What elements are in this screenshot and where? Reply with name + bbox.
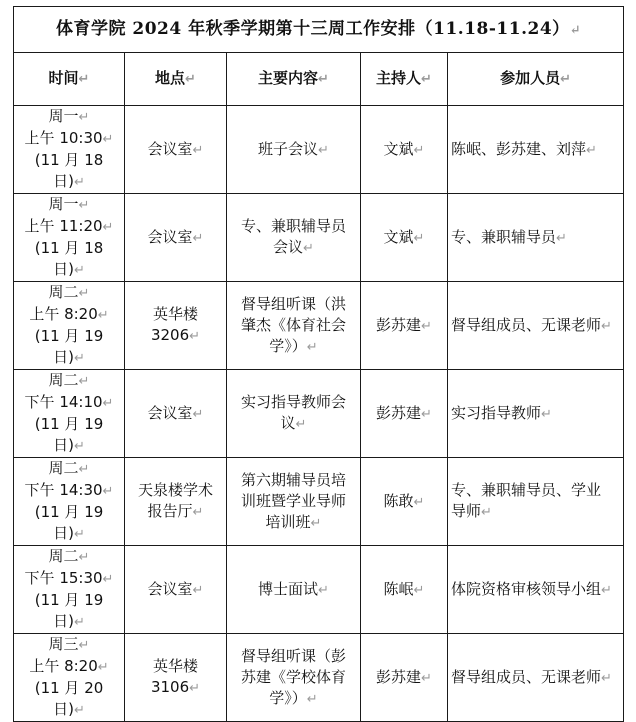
header-time-label: 时间 [48,69,79,87]
time-line-text: 周一 [48,107,79,125]
host-name: 文斌 [383,227,414,246]
time-line-text: (11 月 18 日) [34,151,104,190]
people-line-text: 督导组成员、无课老师 [451,667,602,686]
header-people-label: 参加人员 [500,69,561,87]
content-line-text: 实习指导教师会 [240,393,346,411]
paragraph-mark-icon: ↵ [185,72,196,87]
time-line-text: 下午 14:10 [24,393,103,411]
paragraph-mark-icon: ↵ [306,339,318,355]
place-line-text: 会议室 [147,139,193,158]
time-line [17,392,121,414]
people-line [451,315,620,337]
place-line [128,501,223,523]
cell-content [227,546,361,634]
paragraph-mark-icon: ↵ [541,406,552,422]
time-line-text: 周三 [48,635,79,653]
table-title: 体育学院 2024 年秋季学期第十三周工作安排（11.18-11.24） [55,18,570,39]
people-line [451,227,620,249]
place-line-text: 英华楼 3106 [150,657,198,696]
paragraph-mark-icon: ↵ [295,417,307,432]
time-line [17,150,121,193]
header-host-label: 主持人 [376,69,422,87]
paragraph-mark-icon: ↵ [102,220,114,235]
time-line [17,238,121,281]
time-line [17,546,121,568]
cell-time [14,106,125,194]
content-line-text: 学》） [269,336,307,355]
time-line-text: 上午 8:20 [29,305,98,323]
place-line [128,227,223,249]
cell-people [448,634,624,722]
cell-host [361,194,448,282]
place-line-text: 报告厅 [147,502,193,520]
paragraph-mark-icon: ↵ [601,670,612,686]
content-line-text: 苏建《学校体育 [240,667,346,686]
paragraph-mark-icon: ↵ [306,691,318,707]
host-name: 陈敢 [383,491,414,510]
time-line [17,634,121,656]
paragraph-mark-icon: ↵ [192,505,204,520]
content-line [230,512,357,534]
time-line [17,106,121,128]
people-line-text: 专、兼职辅导员、学业 [451,481,602,499]
paragraph-mark-icon: ↵ [192,230,204,246]
time-line-text: (11 月 20 日) [34,679,104,718]
content-line-text: 督导组听课（彭 [240,646,346,665]
cell-host [361,370,448,458]
header-place [125,53,227,106]
content-line-text: 督导组听课（洪 [240,294,346,313]
content-line [230,139,357,161]
paragraph-mark-icon: ↵ [73,439,85,454]
cell-place [125,458,227,546]
content-line-text: 博士面试 [258,579,319,598]
paragraph-mark-icon: ↵ [192,142,204,158]
time-line [17,128,121,150]
host-name: 陈岷 [383,579,414,598]
paragraph-mark-icon: ↵ [586,142,597,158]
paragraph-mark-icon: ↵ [413,582,425,598]
cell-time [14,634,125,722]
time-line-text: (11 月 19 日) [34,415,104,454]
paragraph-mark-icon: ↵ [78,374,90,389]
place-line [128,579,223,601]
time-line-text: 下午 15:30 [24,569,103,587]
paragraph-mark-icon: ↵ [73,263,85,278]
paragraph-mark-icon: ↵ [413,494,425,510]
cell-people [448,370,624,458]
place-line-text: 会议室 [147,403,193,422]
content-line [230,413,357,435]
time-line [17,568,121,590]
content-line-text: 专、兼职辅导员 [240,217,346,235]
cell-time [14,458,125,546]
time-line [17,678,121,721]
paragraph-mark-icon: ↵ [310,515,322,531]
cell-time [14,546,125,634]
table-row [14,370,624,458]
place-line-text: 英华楼 3206 [150,305,198,344]
paragraph-mark-icon: ↵ [189,681,201,696]
people-line [451,139,620,161]
host-name: 彭苏建 [376,403,422,422]
header-place-label: 地点 [155,69,186,87]
host-name: 文斌 [383,139,414,158]
time-line [17,458,121,480]
time-line-text: 上午 11:20 [24,217,103,235]
paragraph-mark-icon: ↵ [97,660,109,675]
cell-time [14,282,125,370]
cell-place [125,546,227,634]
cell-host [361,282,448,370]
paragraph-mark-icon: ↵ [421,318,432,334]
header-host [361,53,448,106]
content-line-text: 第六期辅导员培 [240,470,346,489]
paragraph-mark-icon: ↵ [73,703,85,718]
content-line [230,470,357,491]
paragraph-mark-icon: ↵ [318,142,329,158]
paragraph-mark-icon: ↵ [102,572,114,587]
cell-content [227,106,361,194]
paragraph-mark-icon: ↵ [78,286,90,301]
paragraph-mark-icon: ↵ [73,527,85,542]
place-line [128,139,223,161]
time-line [17,304,121,326]
table-row [14,282,624,370]
paragraph-mark-icon: ↵ [413,142,425,158]
paragraph-mark-icon: ↵ [97,308,109,323]
paragraph-mark-icon: ↵ [102,132,114,147]
content-line-text: 训班暨学业导师 [240,491,346,510]
time-line-text: 上午 8:20 [29,657,98,675]
paragraph-mark-icon: ↵ [73,615,85,630]
cell-content [227,282,361,370]
cell-host [361,458,448,546]
time-line-text: 上午 10:30 [24,129,103,147]
header-people [448,53,624,106]
time-line-text: (11 月 19 日) [34,503,104,542]
time-line-text: 周一 [48,195,79,213]
content-line-text: 肇杰《体育社会 [240,315,346,334]
cell-host [361,634,448,722]
cell-people [448,106,624,194]
paragraph-mark-icon: ↵ [303,241,314,256]
content-line [230,237,357,259]
header-time [14,53,125,106]
content-line [230,392,357,413]
content-line [230,688,357,710]
paragraph-mark-icon: ↵ [78,638,90,653]
time-line-text: (11 月 19 日) [34,591,104,630]
time-line-text: 下午 14:30 [24,481,103,499]
cell-people [448,458,624,546]
host-name: 彭苏建 [376,315,422,334]
paragraph-mark-icon: ↵ [78,110,90,125]
content-line [230,646,357,667]
cell-content [227,370,361,458]
place-line [128,480,223,501]
time-line [17,194,121,216]
time-line [17,326,121,369]
place-line [128,656,223,699]
paragraph-mark-icon: ↵ [421,406,432,422]
paragraph-mark-icon: ↵ [318,72,329,87]
people-line-text: 督导组成员、无课老师 [451,315,602,334]
people-line [451,579,620,601]
time-line-text: 周二 [48,547,79,565]
cell-content [227,634,361,722]
people-line-text: 陈岷、彭苏建、刘萍 [451,139,587,158]
table-row [14,106,624,194]
cell-content [227,194,361,282]
people-line-text: 实习指导教师 [451,403,542,422]
cell-content [227,458,361,546]
people-line [451,501,620,523]
cell-people [448,194,624,282]
time-line [17,216,121,238]
table-row [14,634,624,722]
cell-place [125,634,227,722]
paragraph-mark-icon: ↵ [78,72,90,87]
time-line-text: (11 月 18 日) [34,239,104,278]
paragraph-mark-icon: ↵ [192,406,204,422]
content-line [230,315,357,336]
time-line [17,370,121,392]
cell-place [125,282,227,370]
header-row [14,53,624,106]
cell-place [125,194,227,282]
time-line [17,414,121,457]
content-line [230,336,357,358]
paragraph-mark-icon: ↵ [192,582,204,598]
paragraph-mark-icon: ↵ [102,484,114,499]
people-line [451,667,620,689]
paragraph-mark-icon: ↵ [318,582,329,598]
paragraph-mark-icon: ↵ [78,198,90,213]
content-line-text: 议 [280,414,296,432]
paragraph-mark-icon: ↵ [556,230,567,246]
time-line [17,590,121,633]
content-line-text: 会议 [273,238,304,256]
cell-place [125,106,227,194]
paragraph-mark-icon: ↵ [421,72,432,87]
paragraph-mark-icon: ↵ [73,351,85,366]
content-line-text: 班子会议 [258,139,319,158]
time-line [17,502,121,545]
paragraph-mark-icon: ↵ [189,329,201,344]
cell-place [125,370,227,458]
content-line [230,667,357,688]
paragraph-mark-icon: ↵ [421,670,432,686]
paragraph-mark-icon: ↵ [413,230,425,246]
time-line-text: 周二 [48,283,79,301]
table-row [14,458,624,546]
time-line-text: 周二 [48,371,79,389]
host-name: 彭苏建 [376,667,422,686]
place-line [128,403,223,425]
time-line-text: (11 月 19 日) [34,327,104,366]
paragraph-mark-icon: ↵ [78,550,90,565]
cell-time [14,370,125,458]
paragraph-mark-icon: ↵ [601,582,612,598]
cell-host [361,546,448,634]
schedule-table [13,6,624,722]
paragraph-mark-icon: ↵ [102,396,114,411]
time-line [17,480,121,502]
table-title-cell [14,7,624,53]
paragraph-mark-icon: ↵ [569,22,582,38]
paragraph-mark-icon: ↵ [78,462,90,477]
place-line [128,304,223,347]
paragraph-mark-icon: ↵ [601,318,612,334]
content-line [230,294,357,315]
header-content-label: 主要内容 [258,69,319,87]
people-line-text: 导师 [451,502,482,520]
table-row [14,546,624,634]
content-line-text: 学》） [269,688,307,707]
place-line-text: 会议室 [147,227,193,246]
cell-people [448,546,624,634]
people-line-text: 体院资格审核领导小组 [451,579,602,598]
header-content [227,53,361,106]
time-line-text: 周二 [48,459,79,477]
place-line-text: 会议室 [147,579,193,598]
cell-people [448,282,624,370]
content-line [230,216,357,237]
paragraph-mark-icon: ↵ [560,72,571,87]
time-line [17,282,121,304]
people-line [451,480,620,501]
paragraph-mark-icon: ↵ [481,505,492,520]
table-row [14,194,624,282]
content-line-text: 培训班 [265,512,311,531]
title-row [14,7,624,53]
content-line [230,491,357,512]
people-line-text: 专、兼职辅导员 [451,227,557,246]
time-line [17,656,121,678]
paragraph-mark-icon: ↵ [73,175,85,190]
cell-time [14,194,125,282]
content-line [230,579,357,601]
people-line [451,403,620,425]
place-line-text: 天泉楼学术 [137,481,213,499]
cell-host [361,106,448,194]
